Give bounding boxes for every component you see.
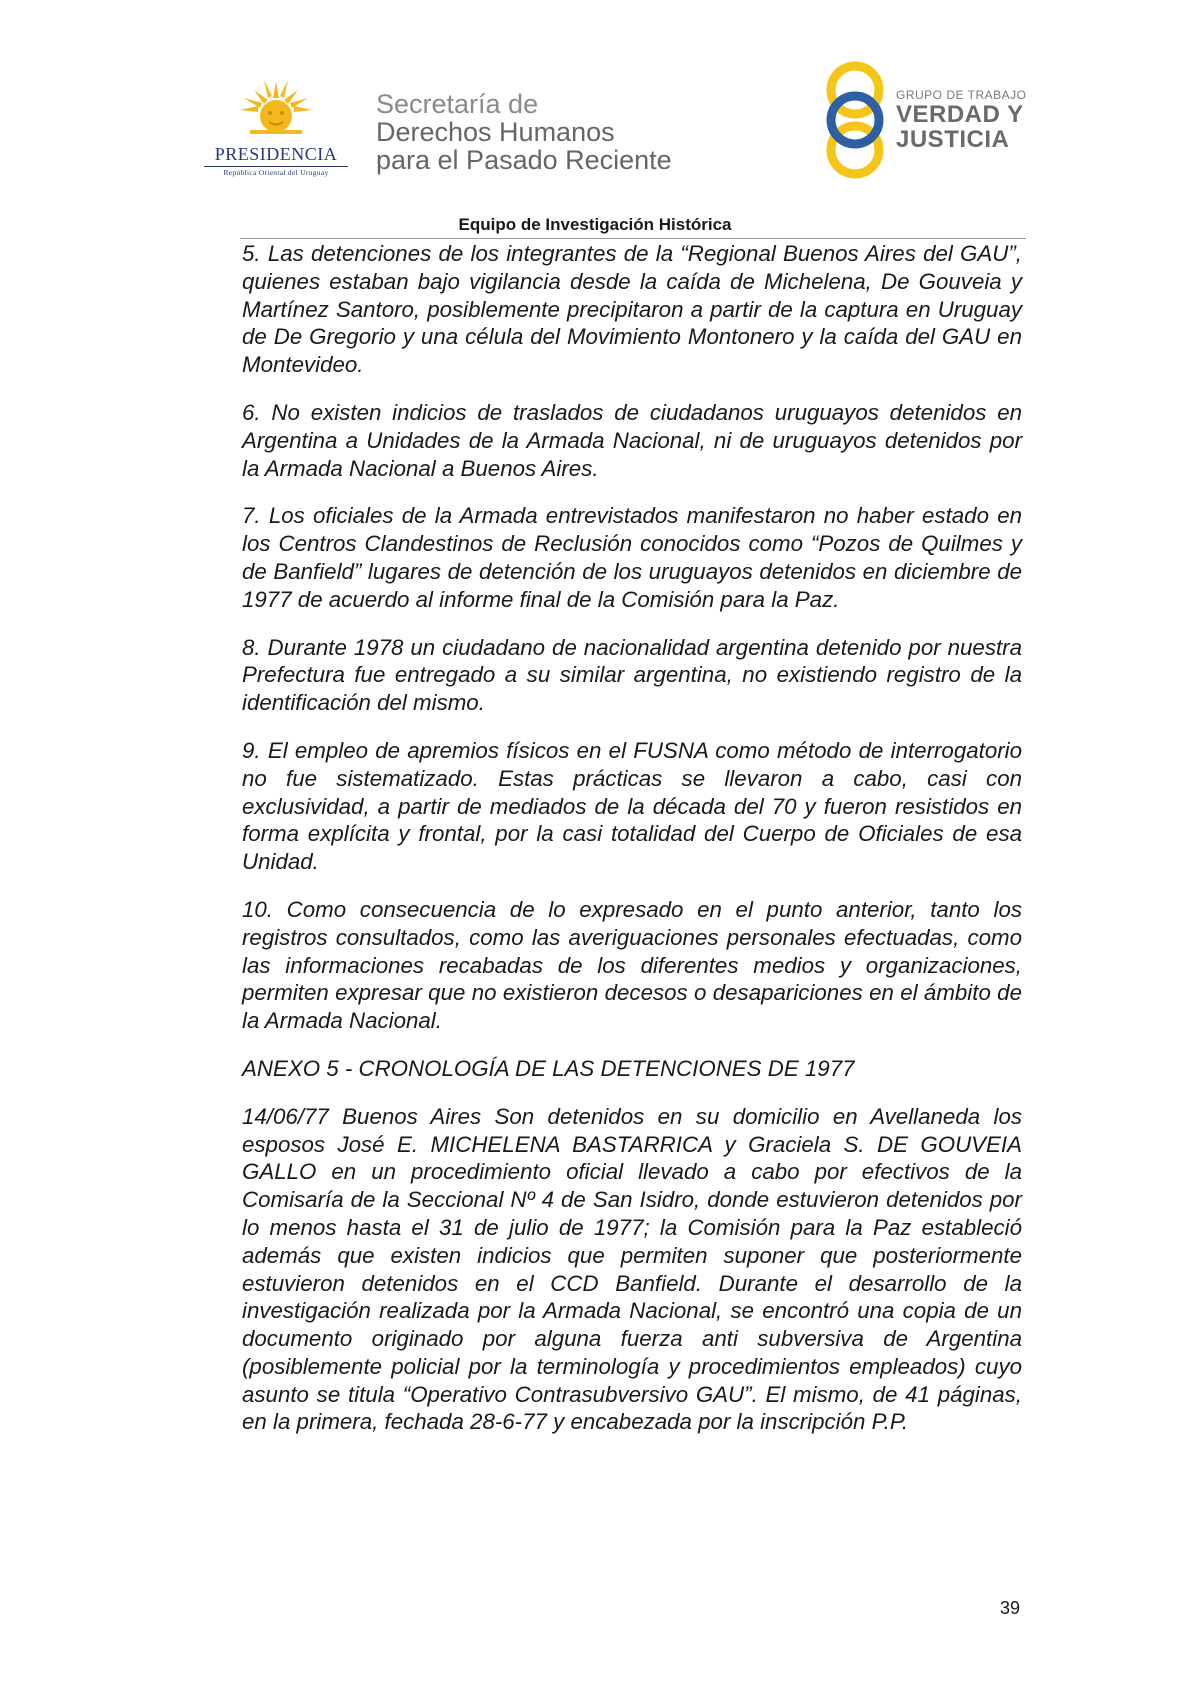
page-number: 39 <box>1000 1598 1021 1618</box>
presidencia-logo <box>196 78 356 178</box>
header-divider <box>240 238 1026 239</box>
sun-icon <box>236 78 316 142</box>
paragraph-5: 5. Las detenciones de los integrantes de la “Regional Buenos Aires del GAU”, quienes estaban bajo vigilancia desde la caída de Michelena, De Gouveia y Martínez Santoro, posiblemente precipitaron a partir de la captura en Uruguay de De Gregorio y una célula del Movimiento Montonero y la caída del GAU en Montevideo. <box>242 241 1022 378</box>
page-header <box>0 0 1190 240</box>
annex-title: ANEXO 5 - CRONOLOGÍA DE LAS DETENCIONES DE 1977 <box>242 1055 855 1081</box>
paragraph-6: 6. No existen indicios de traslados de ciudadanos uruguayos detenidos en Argentina a Unidades de la Armada Nacional, ni de uruguayos detenidos por la Armada Nacional a Buenos Aires. <box>242 399 1022 481</box>
secretaria-logo-text <box>376 90 672 174</box>
gt-line-3: JUSTICIA <box>896 126 1010 153</box>
paragraph-10: 10. Como consecuencia de lo expresado en el punto anterior, tanto los registros consultados, como las averiguaciones personales efectuadas, como las informaciones recabadas de los diferentes medios y organizaciones, permiten expresar que no existieron decesos o desapariciones en el ámbito de la Armada Nacional. <box>242 896 1022 1034</box>
team-title: Equipo de Investigación Histórica <box>458 215 732 234</box>
presidencia-subtitle: República Oriental del Uruguay <box>223 168 329 177</box>
presidencia-name: PRESIDENCIA <box>214 144 338 164</box>
gt-line-1: GRUPO DE TRABAJO <box>896 88 1027 102</box>
document-body <box>242 240 1022 1456</box>
secretaria-line-3: para el Pasado Reciente <box>376 145 672 175</box>
secretaria-line-1: Secretaría de <box>376 89 539 119</box>
presidencia-rule <box>204 166 348 167</box>
rings-icon <box>820 58 890 182</box>
paragraph-8: 8. Durante 1978 un ciudadano de nacionalidad argentina detenido por nuestra Prefectura fue entregado a su similar argentina, no existiendo registro de la identificación del mismo. <box>242 634 1022 716</box>
paragraph-7: 7. Los oficiales de la Armada entrevistados manifestaron no haber estado en los Centros Clandestinos de Reclusión conocidos como “Pozos de Quilmes y de Banfield” lugares de detención de los uruguayos detenidos en diciembre de 1977 de acuerdo al informe final de la Comisión para la Paz. <box>242 503 1022 612</box>
gt-line-2: VERDAD Y <box>896 101 1024 128</box>
verdad-justicia-logo <box>820 58 1060 178</box>
verdad-justicia-text <box>896 88 1026 152</box>
annex-paragraph: 14/06/77 Buenos Aires Son detenidos en su domicilio en Avellaneda los esposos José E. MICHELENA BASTARRICA y Graciela S. DE GOUVEIA GALLO en un procedimiento oficial llevado a cabo por efectivos de la Comisaría de la Seccional Nº 4 de San Isidro, donde estuvieron detenidos por lo menos hasta el 31 de julio de 1977; la Comisión para la Paz estableció además que existen indicios que permiten suponer que posteriormente estuvieron detenidos en el CCD Banfield. Durante el desarrollo de la investigación realizada por la Armada Nacional, se encontró una copia de un documento originado por alguna fuerza anti subversiva de Argentina (posiblemente policial por la terminología y procedimientos empleados) cuyo asunto se titula “Operativo Contrasubversivo GAU”. El mismo, de 41 páginas, en la primera, fechada 28-6-77 y encabezada por la inscripción P.P. <box>242 1103 1022 1435</box>
paragraph-9: 9. El empleo de apremios físicos en el FUSNA como método de interrogatorio no fue sistematizado. Estas prácticas se llevaron a cabo, casi con exclusividad, a partir de mediados de la década del 70 y fueron resistidos en forma explícita y frontal, por la casi totalidad del Cuerpo de Oficiales de esa Unidad. <box>242 737 1022 875</box>
secretaria-line-2: Derechos Humanos <box>376 117 615 147</box>
